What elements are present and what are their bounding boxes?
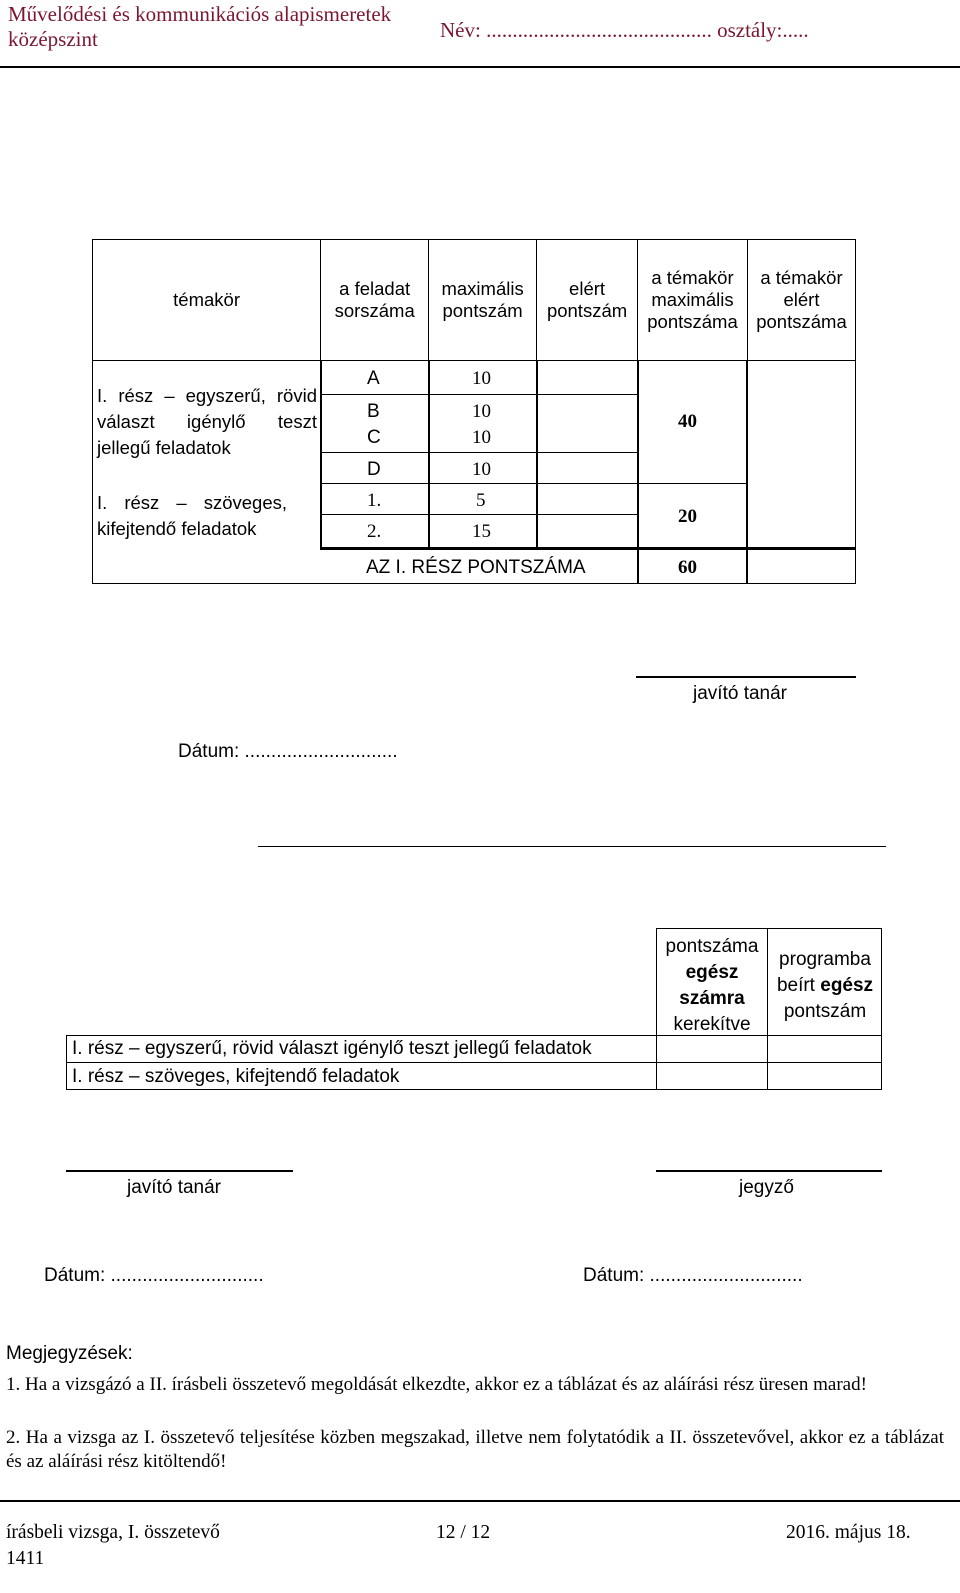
header-topic-achieved: a témakör elért pontszáma [747, 240, 855, 361]
footer-divider [0, 1500, 960, 1502]
task-b-max: 10 [472, 401, 491, 422]
notes-title: Megjegyzések: [6, 1343, 133, 1364]
program-col1-header: pontszáma egész számra kerekítve [665, 936, 759, 1035]
header-task-number: a feladat sorszáma [321, 240, 429, 361]
section-divider [258, 846, 886, 847]
signature-line-notary [656, 1170, 882, 1172]
note-item-2: 2. Ha a vizsga az I. összetevő teljesítése közben megszakad, illetve nem folytatódik a II. összetevővel, akkor ez a táblázat és az aláírási rész kitöltendő! [6, 1427, 944, 1472]
note-item-1: 1. Ha a vizsgázó a II. írásbeli összetevő megoldását elkezdte, akkor ez a táblázat és az aláírási rész üresen marad! [6, 1374, 867, 1395]
task-d: D [367, 459, 381, 480]
topic2-label: I. rész – szöveges, kifejtendő feladatok [97, 492, 287, 539]
task-2-max: 15 [472, 521, 491, 542]
task-1: 1. [367, 490, 382, 511]
header-topic-max: a témakör maximális pontszáma [638, 240, 748, 361]
date-field-2: Dátum: ............................. [44, 1265, 264, 1286]
program-row2-label: I. rész – szöveges, kifejtendő feladatok [72, 1066, 400, 1087]
date-field-1: Dátum: ............................. [178, 741, 398, 762]
program-row1-label: I. rész – egyszerű, rövid választ igénylő teszt jellegű feladatok [72, 1038, 592, 1059]
score-table [92, 239, 856, 361]
date-field-3: Dátum: ............................. [583, 1265, 803, 1286]
topic1-label: I. rész – egyszerű, rövid választ igénylő teszt jellegű feladatok [97, 385, 317, 458]
subject-title-line1: Művelődési és kommunikációs alapismeretek [8, 2, 392, 26]
header-max-points: maximális pontszám [429, 240, 537, 361]
topic1-max: 40 [678, 411, 697, 432]
subject-title-line2: középszint [8, 27, 98, 51]
signature-line-teacher-2 [66, 1170, 293, 1172]
header-achieved-points: elért pontszám [537, 240, 638, 361]
task-b: B [367, 401, 380, 422]
signature-role-notary: jegyző [739, 1177, 794, 1198]
score-table-header-row [93, 240, 856, 361]
footer-code: 1411 [6, 1548, 45, 1569]
program-col2-header: programba beírt egész pontszám [776, 949, 874, 1022]
subject-title [8, 2, 391, 52]
total-label: AZ I. RÉSZ PONTSZÁMA [366, 557, 586, 578]
footer-exam-part: írásbeli vizsga, I. összetevő [6, 1522, 220, 1543]
task-d-max: 10 [472, 459, 491, 480]
total-value: 60 [678, 557, 697, 578]
task-c-max: 10 [472, 427, 491, 448]
name-class-field: Név: ........................................... osztály:..... [440, 18, 809, 42]
header-divider [0, 66, 960, 68]
task-a: A [367, 368, 380, 389]
task-c: C [367, 427, 381, 448]
task-1-max: 5 [476, 490, 486, 511]
signature-line-teacher [636, 676, 856, 678]
signature-role-teacher-2: javító tanár [127, 1177, 221, 1198]
task-2: 2. [367, 521, 382, 542]
signature-role-teacher: javító tanár [693, 683, 787, 704]
footer-date: 2016. május 18. [786, 1522, 911, 1543]
topic2-max: 20 [678, 506, 697, 527]
header-topic: témakör [93, 240, 321, 361]
task-a-max: 10 [472, 368, 491, 389]
footer-page-number: 12 / 12 [436, 1522, 491, 1543]
